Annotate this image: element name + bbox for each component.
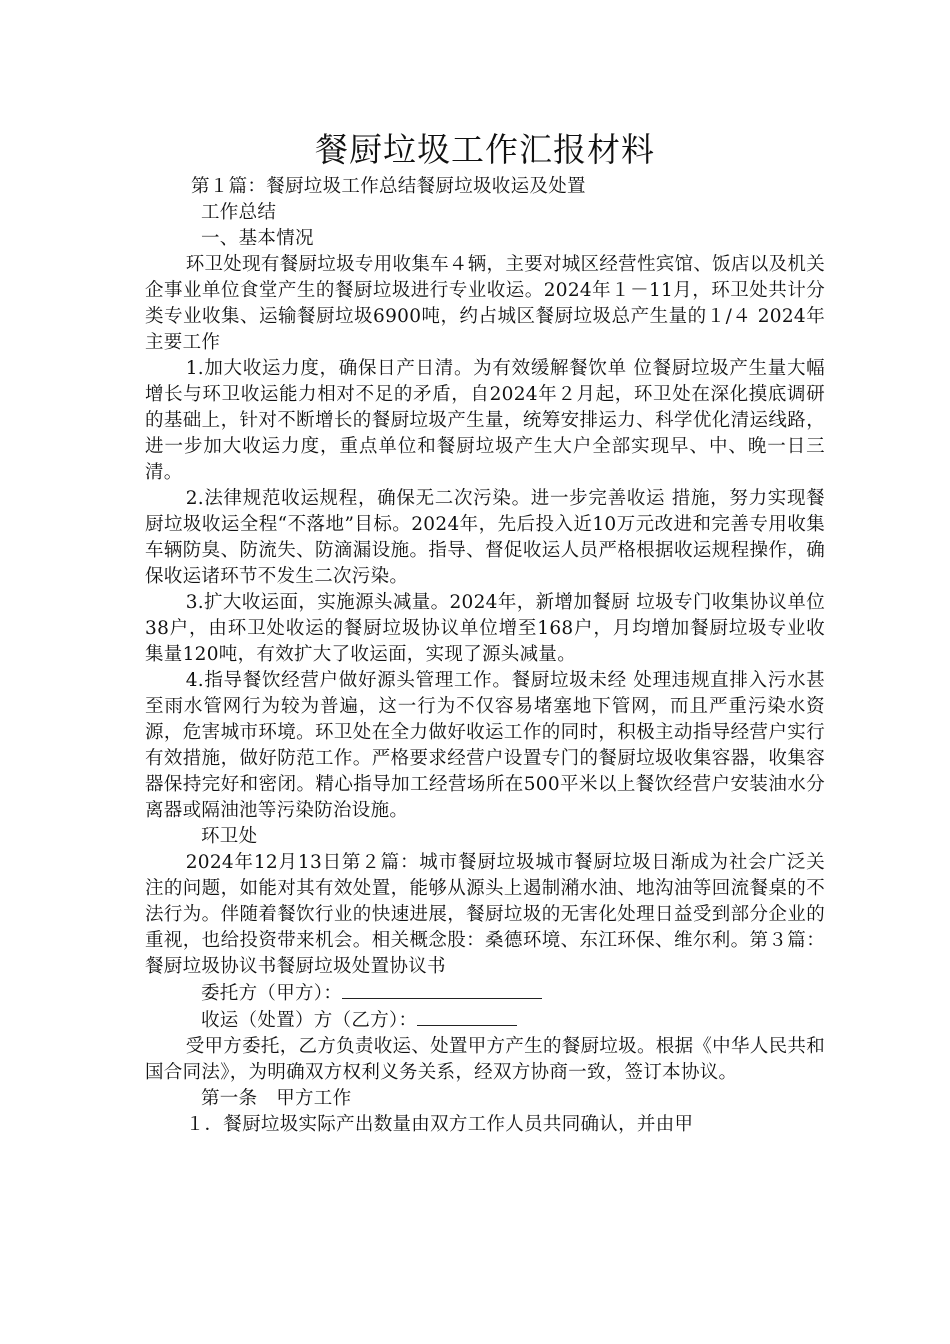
paragraph-agreement: 受甲方委托，乙方负责收运、处置甲方产生的餐厨垃圾。根据《中华人民共和国合同法》，为明确双方权利义务关系，经双方协商一致，签订本协议。 <box>145 1036 825 1083</box>
party-b-label: 收运（处置）方（乙方）： <box>201 1010 418 1031</box>
article-1-item-1: １．餐厨垃圾实际产出数量由双方工作人员共同确认，并由甲 <box>185 1114 694 1135</box>
paragraph-basic-situation: 环卫处现有餐厨垃圾专用收集车４辆，主要对城区经营性宾馆、饭店以及机关企事业单位食堂产生的餐厨垃圾进行专业收运。2024年１－11月，环卫处共计分类专业收集、运输餐厨垃圾6900吨，约占城区餐厨垃圾总产生量的１/４ 2024年主要工作 <box>145 254 825 353</box>
article-1-title: 第一条 甲方工作 <box>201 1088 352 1109</box>
paragraph-article-2: 2024年12月13日第２篇：城市餐厨垃圾城市餐厨垃圾日渐成为社会广泛关注的问题，如能对其有效处置，能够从源头上遏制潲水油、地沟油等回流餐桌的不法行为。伴随着餐饮行业的快速进展，餐厨垃圾的无害化处理日益受到部分企业的重视，也给投资带来机会。相关概念股：桑德环境、东江环保、维尔利。第３篇：餐厨垃圾协议书餐厨垃圾处置协议书 <box>145 852 825 977</box>
chapter-heading-continued: 工作总结 <box>201 202 277 223</box>
document-title: 餐厨垃圾工作汇报材料 <box>315 130 655 169</box>
section-heading-basic: 一、基本情况 <box>201 228 314 249</box>
party-a-label: 委托方（甲方）： <box>201 983 343 1004</box>
paragraph-item-3: 3.扩大收运面，实施源头减量。2024年，新增加餐厨 垃圾专门收集协议单位38户，由环卫处收运的餐厨垃圾协议单位增至168户，月均增加餐厨垃圾专业收集量120吨，有效扩大了收运面，实现了源头减量。 <box>145 592 825 665</box>
signature: 环卫处 <box>201 826 258 847</box>
paragraph-item-4: 4.指导餐饮经营户做好源头管理工作。餐厨垃圾未经 处理违规直排入污水甚至雨水管网行为较为普遍，这一行为不仅容易堵塞地下管网，而且严重污染水资源，危害城市环境。环卫处在全力做好收运工作的同时，积极主动指导经营户实行有效措施，做好防范工作。严格要求经营户设置专门的餐厨垃圾收集容器，收集容器保持完好和密闭。精心指导加工经营场所在500平米以上餐饮经营户安装油水分离器或隔油池等污染防治设施。 <box>145 670 825 821</box>
document-page <box>145 128 825 1138</box>
party-b-blank <box>417 1007 517 1026</box>
chapter-heading: 第１篇：餐厨垃圾工作总结餐厨垃圾收运及处置 <box>191 176 586 197</box>
paragraph-item-1: 1.加大收运力度，确保日产日清。为有效缓解餐饮单 位餐厨垃圾产生量大幅增长与环卫收运能力相对不足的矛盾，自2024年２月起，环卫处在深化摸底调研的基础上，针对不断增长的餐厨垃圾产生量，统筹安排运力、科学优化清运线路，进一步加大收运力度，重点单位和餐厨垃圾产生大户全部实现早、中、晚一日三清。 <box>145 358 825 483</box>
party-b-line <box>145 1007 825 1034</box>
paragraph-item-2: 2.法律规范收运规程，确保无二次污染。进一步完善收运 措施，努力实现餐厨垃圾收运全程“不落地”目标。2024年，先后投入近10万元改进和完善专用收集车辆防臭、防流失、防滴漏设施。指导、督促收运人员严格根据收运规程操作，确保收运诸环节不发生二次污染。 <box>145 488 825 587</box>
party-a-blank <box>342 980 542 999</box>
party-a-line <box>145 980 825 1007</box>
